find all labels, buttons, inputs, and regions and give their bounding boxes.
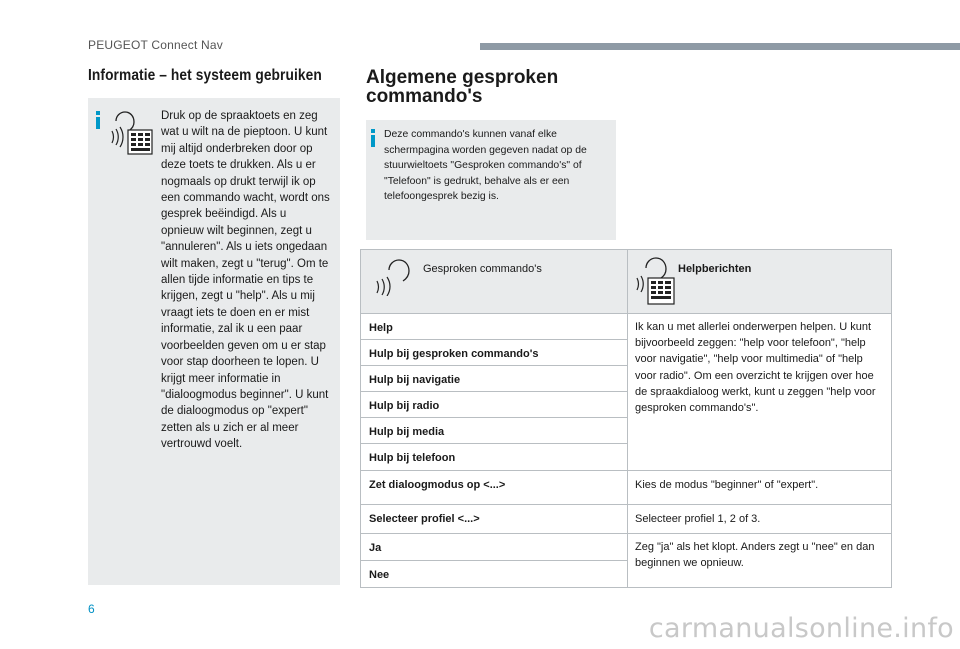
table-row: [361, 471, 892, 505]
response-text: Selecteer profiel 1, 2 of 3.: [635, 513, 761, 525]
command-cell: [361, 392, 628, 418]
section-title: Informatie – het systeem gebruiken: [88, 67, 322, 84]
header-cell-messages: [628, 250, 892, 314]
command-label: Hulp bij gesproken commando's: [369, 348, 539, 360]
note-panel: [366, 120, 616, 240]
table-row: [361, 505, 892, 534]
command-label: Nee: [369, 569, 390, 581]
command-cell: [361, 561, 628, 588]
table-header-row: [361, 250, 892, 314]
command-cell: [361, 505, 628, 534]
command-label: Hulp bij navigatie: [369, 374, 461, 386]
usage-instructions: Druk op de spraaktoets en zeg wat u wilt na de pieptoon. U kunt mij altijd onderbreken door op deze toets te drukken. Als u er nogmaals op drukt terwijl ik op een commando wacht, wordt ons gesprek beëindigd. Als u opnieuw wilt beginnen, zegt u "annuleren". Als u iets ongedaan wilt maken, zegt u "terug". Om te allen tijde informatie en tips te krijgen, zegt u "help". Als u mij vraagt iets te doen en er mist informatie, zal ik u een paar voorbeelden geven om u er stap voor stap doorheen te lopen. U krijgt meer informatie in "dialoogmodus beginner". U kunt de dialoogmodus op "expert" zetten als u zich er al meer vertrouwd voelt.: [161, 110, 330, 451]
page-number: 6: [88, 602, 95, 616]
response-cell: [628, 505, 892, 534]
voice-commands-table: [360, 249, 892, 588]
command-label: Help: [369, 322, 393, 334]
command-label: Hulp bij radio: [369, 400, 440, 412]
command-label: Ja: [369, 542, 382, 554]
watermark: carmanualsonline.info: [648, 613, 954, 644]
command-cell: [361, 418, 628, 444]
page-title: Algemene gesproken commando's: [366, 67, 559, 107]
voice-command-icon: [373, 256, 417, 299]
command-cell: [361, 471, 628, 505]
command-label: Hulp bij telefoon: [369, 452, 456, 464]
response-cell: [628, 314, 892, 471]
response-text: Kies de modus "beginner" of "expert".: [635, 479, 819, 491]
note-text: Deze commando's kunnen vanaf elke schermpagina worden gegeven nadat op de stuurwieltoets "Gesproken commando's" of "Telefoon" is gedrukt, behalve als er een telefoongesprek bezig is.: [384, 129, 587, 203]
response-text: Zeg "ja" als het klopt. Anders zegt u "nee" en dan beginnen we opnieuw.: [635, 541, 875, 570]
header-label-messages: Helpberichten: [678, 263, 752, 275]
command-label: Selecteer profiel <...>: [369, 513, 480, 525]
command-cell: [361, 534, 628, 561]
header-label-commands: Gesproken commando's: [423, 263, 542, 275]
keypad-icon: [634, 256, 678, 309]
command-label: Hulp bij media: [369, 426, 445, 438]
command-cell: [361, 314, 628, 340]
response-cell: [628, 471, 892, 505]
command-cell: [361, 340, 628, 366]
table-row: [361, 314, 892, 340]
command-label: Zet dialoogmodus op <...>: [369, 479, 506, 491]
response-text: Ik kan u met allerlei onderwerpen helpen. U kunt bijvoorbeeld zeggen: "help voor telefoon", "help voor navigatie", "help voor multimedia" of "help voor radio". Om een overzicht te krijgen over hoe de spraakdialoog werkt, kunt u zeggen "help voor gesproken commando's".: [635, 321, 876, 415]
info-panel: [88, 98, 340, 585]
command-cell: [361, 444, 628, 471]
header-cell-commands: [361, 250, 628, 314]
command-cell: [361, 366, 628, 392]
header-rule: [480, 43, 960, 50]
response-cell: [628, 534, 892, 588]
table-row: [361, 534, 892, 561]
voice-command-icon: [110, 108, 156, 161]
running-header: PEUGEOT Connect Nav: [88, 38, 223, 52]
